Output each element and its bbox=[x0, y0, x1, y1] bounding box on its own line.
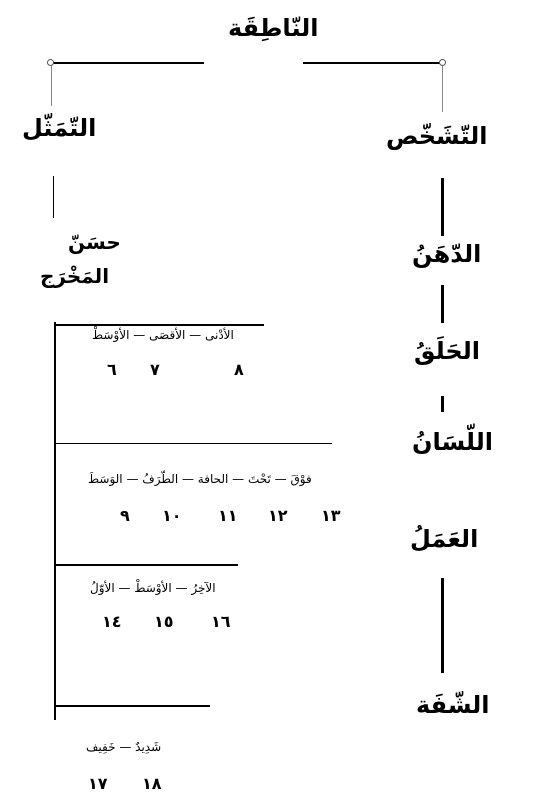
group-2-number-1: ١٣ bbox=[321, 506, 341, 525]
right-item-2: الحَلَقُ bbox=[414, 337, 480, 365]
group-2-number-5: ٩ bbox=[120, 506, 130, 525]
group-1-rule bbox=[54, 324, 264, 326]
right-item-1: الدّهَنُ bbox=[412, 240, 482, 268]
top-right-connector bbox=[303, 62, 445, 64]
group-1-number-2: ٧ bbox=[150, 360, 160, 379]
top-left-connector bbox=[52, 62, 204, 64]
group-2-rule bbox=[54, 443, 332, 444]
group-4-rule bbox=[54, 705, 210, 707]
right-segment-1 bbox=[441, 178, 444, 236]
right-segment-4 bbox=[441, 578, 444, 673]
group-2-number-3: ١١ bbox=[218, 506, 238, 525]
group-4-labels: شَدِيدٌ — خَفِيف bbox=[86, 740, 162, 754]
right-item-5: الشّفَة bbox=[416, 691, 490, 719]
left-drop-line bbox=[51, 66, 52, 106]
group-2-labels: فوْقَ — تَحْتَ — الحافة — الطّرَفُ — الوَسَطَ bbox=[88, 472, 312, 486]
left-header-2: المَخْرَج bbox=[40, 264, 110, 288]
right-segment-2 bbox=[441, 285, 444, 323]
left-branch-label: التّمَثّل bbox=[22, 114, 97, 142]
left-main-vertical bbox=[54, 322, 56, 720]
group-4-number-1: ١٨ bbox=[142, 774, 162, 793]
left-junction-dot bbox=[47, 59, 54, 66]
group-2-number-2: ١٢ bbox=[268, 506, 288, 525]
right-segment-3 bbox=[441, 396, 444, 412]
left-header-1: حسَنّ bbox=[68, 230, 121, 254]
group-1-labels: الأدْنى — الأقصَى — الأوْسَطْ bbox=[92, 328, 234, 342]
group-3-number-2: ١٥ bbox=[154, 612, 174, 631]
group-2-number-4: ١٠ bbox=[162, 506, 182, 525]
group-1-number-1: ٨ bbox=[234, 360, 244, 379]
group-3-number-3: ١٤ bbox=[102, 612, 122, 631]
root-node: النّاطِقَة bbox=[228, 14, 319, 42]
left-upper-line bbox=[53, 176, 54, 218]
group-1-number-3: ٦ bbox=[107, 360, 117, 379]
right-drop-line bbox=[442, 66, 443, 112]
right-junction-dot bbox=[439, 59, 446, 66]
group-4-number-2: ١٧ bbox=[88, 774, 108, 793]
group-3-rule bbox=[54, 564, 238, 566]
group-3-number-1: ١٦ bbox=[211, 612, 231, 631]
right-item-4: العَمَلُ bbox=[410, 525, 479, 553]
right-item-3: اللّسَانُ bbox=[412, 428, 493, 456]
group-3-labels: الآخِرُ — الأوْسَطْ — الأوّلُ bbox=[90, 581, 216, 595]
right-branch-label: التّشَخّص bbox=[386, 122, 488, 150]
